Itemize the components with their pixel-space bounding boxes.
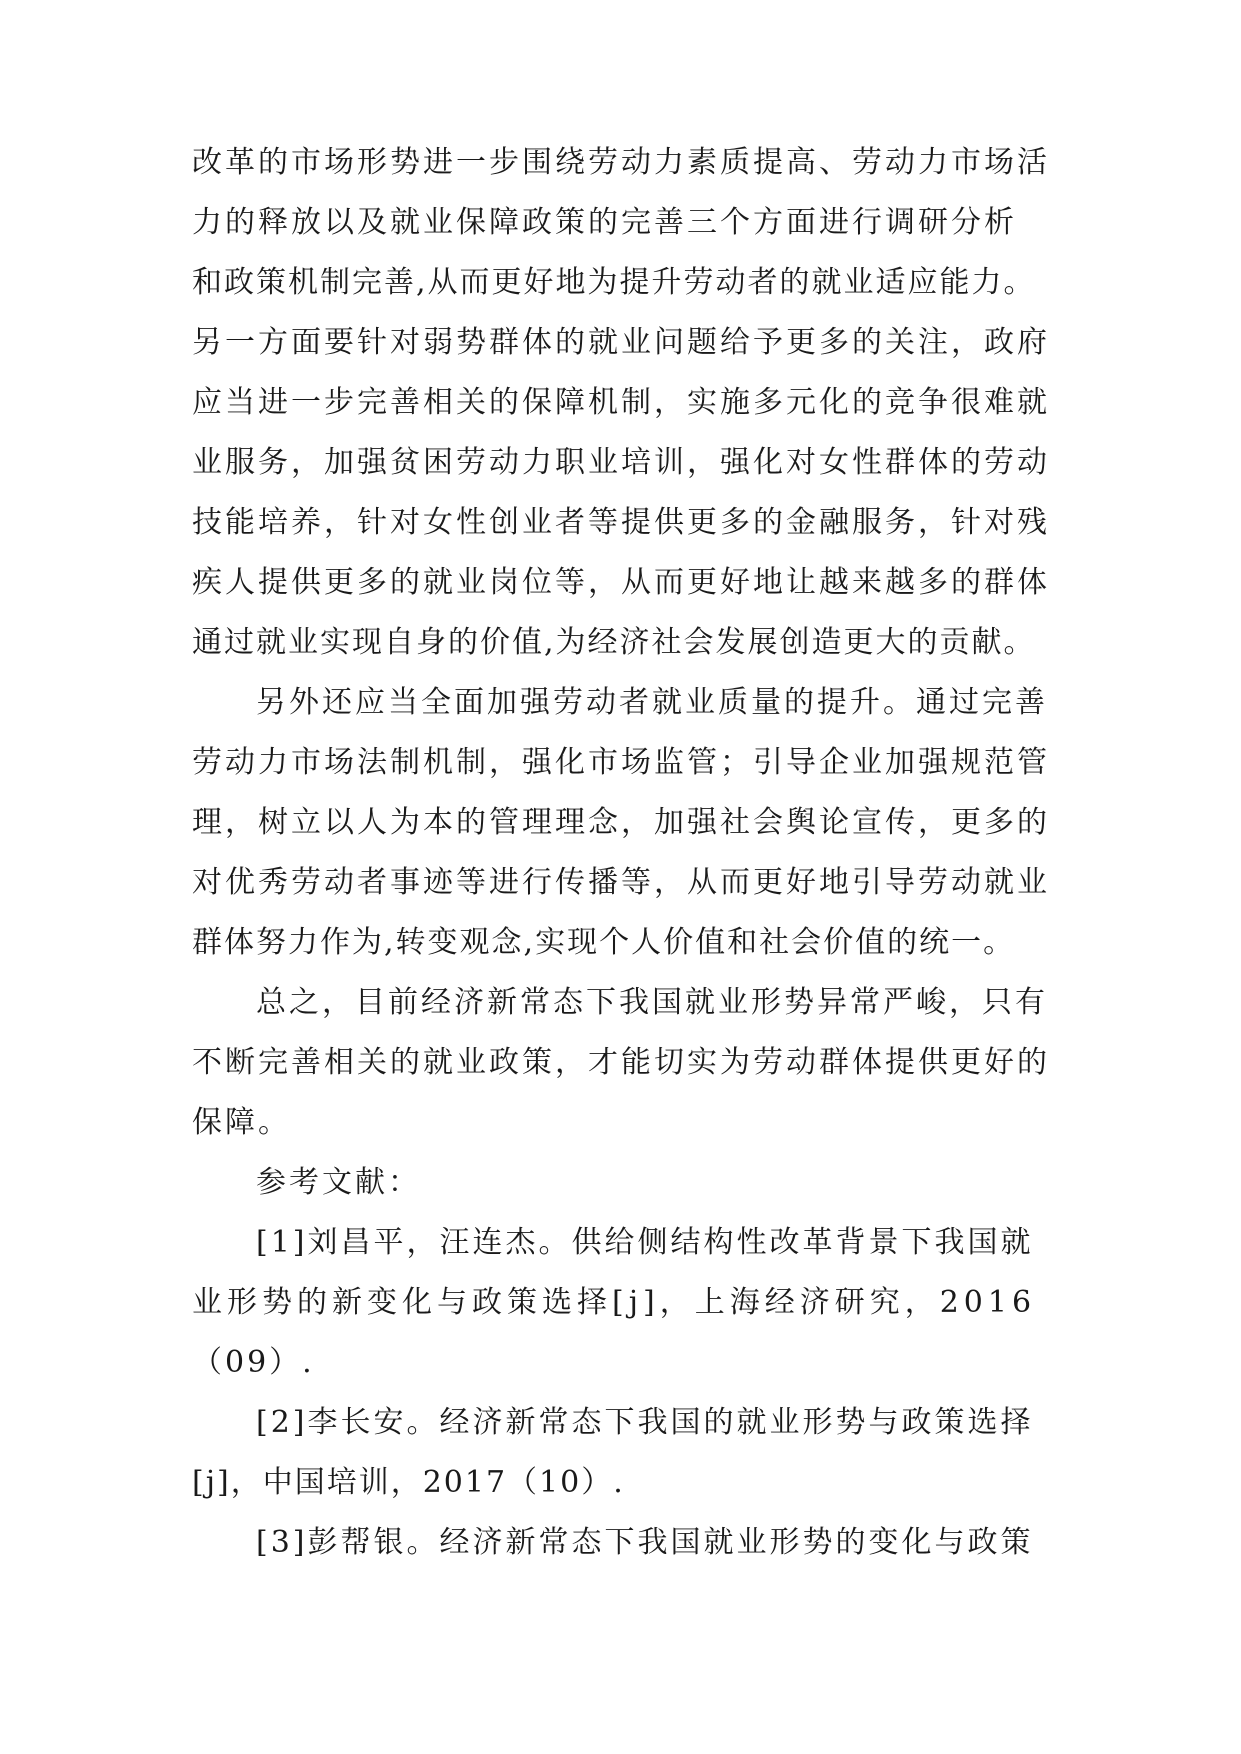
paragraph-line: 疾人提供更多的就业岗位等，从而更好地让越来越多的群体 bbox=[192, 565, 1050, 600]
references-heading: 参考文献： bbox=[256, 1165, 421, 1200]
paragraph-line: 总之，目前经济新常态下我国就业形势异常严峻，只有 bbox=[256, 985, 1048, 1020]
paragraph-line: 理，树立以人为本的管理理念，加强社会舆论宣传，更多的 bbox=[192, 805, 1050, 840]
paragraph-line: 对优秀劳动者事迹等进行传播等，从而更好地引导劳动就业 bbox=[192, 865, 1050, 900]
paragraph-line: 改革的市场形势进一步围绕劳动力素质提高、劳动力市场活 bbox=[192, 145, 1050, 180]
paragraph-line: 力的释放以及就业保障政策的完善三个方面进行调研分析 bbox=[192, 205, 1017, 240]
paragraph-line: 技能培养，针对女性创业者等提供更多的金融服务，针对残 bbox=[192, 505, 1050, 540]
paragraph-line: 通过就业实现自身的价值,为经济社会发展创造更大的贡献。 bbox=[192, 625, 1036, 660]
paragraph-line: 群体努力作为,转变观念,实现个人价值和社会价值的统一。 bbox=[192, 925, 1016, 960]
paragraph-line: 保障。 bbox=[192, 1105, 291, 1140]
paragraph-line: 另一方面要针对弱势群体的就业问题给予更多的关注，政府 bbox=[192, 325, 1050, 360]
paragraph-line: 另外还应当全面加强劳动者就业质量的提升。通过完善 bbox=[256, 685, 1048, 720]
reference-line: 业形势的新变化与政策选择[j]，上海经济研究，2016 bbox=[192, 1285, 1037, 1320]
reference-line: [1]刘昌平，汪连杰。供给侧结构性改革背景下我国就 bbox=[256, 1225, 1034, 1260]
paragraph-line: 业服务，加强贫困劳动力职业培训，强化对女性群体的劳动 bbox=[192, 445, 1050, 480]
reference-line: （09）. bbox=[192, 1345, 315, 1380]
reference-line: [2]李长安。经济新常态下我国的就业形势与政策选择 bbox=[256, 1405, 1034, 1440]
reference-line: [3]彭帮银。经济新常态下我国就业形势的变化与政策 bbox=[256, 1525, 1034, 1560]
paragraph-line: 和政策机制完善,从而更好地为提升劳动者的就业适应能力。 bbox=[192, 265, 1036, 300]
paragraph-line: 劳动力市场法制机制，强化市场监管；引导企业加强规范管 bbox=[192, 745, 1050, 780]
reference-line: [j]，中国培训，2017（10）. bbox=[192, 1465, 625, 1500]
paragraph-line: 应当进一步完善相关的保障机制，实施多元化的竞争很难就 bbox=[192, 385, 1050, 420]
paragraph-line: 不断完善相关的就业政策，才能切实为劳动群体提供更好的 bbox=[192, 1045, 1050, 1080]
